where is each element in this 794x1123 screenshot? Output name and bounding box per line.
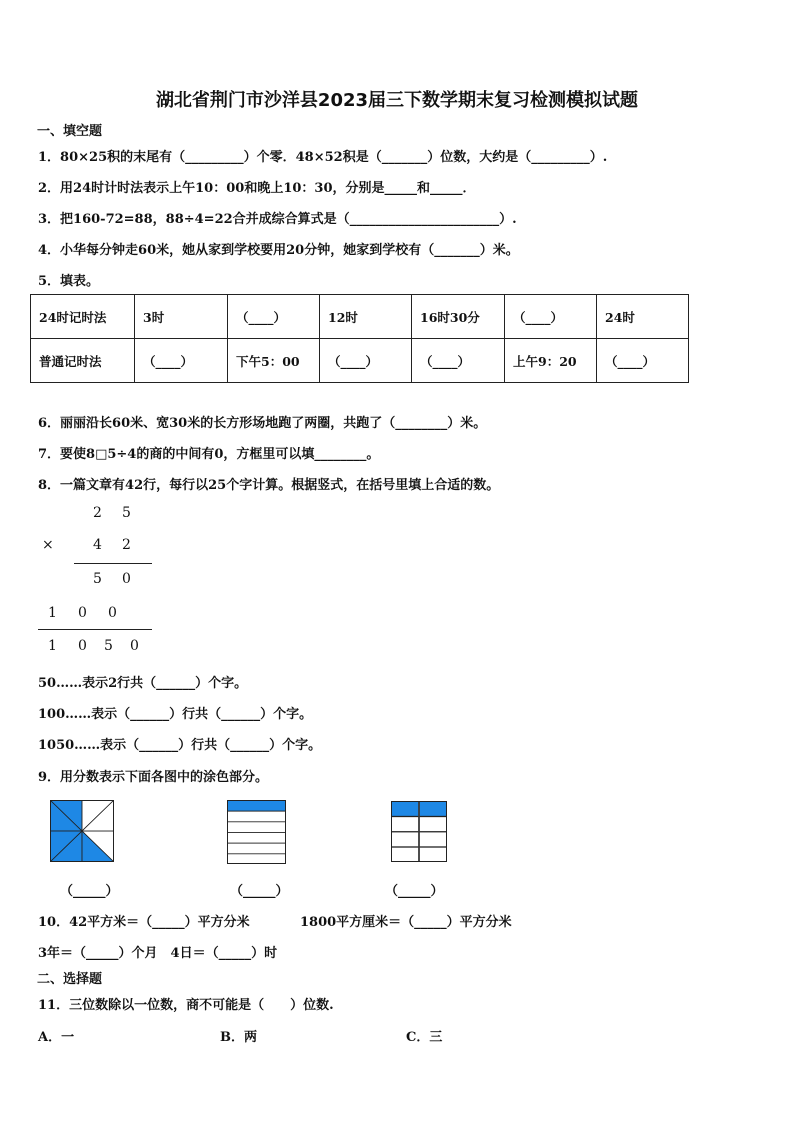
table-cell: 24时记时法	[31, 295, 135, 339]
table-cell: （____）	[135, 339, 228, 383]
blank-cell	[420, 832, 447, 847]
question-1: 1．80×25积的末尾有（_________）个零．48×52积是（_______）位数，大约是（_________）.	[38, 150, 608, 165]
table-cell: 下午5：00	[228, 339, 320, 383]
calc-digit: 5	[93, 571, 102, 587]
question-7: 7．要使8□5÷4的商的中间有0，方框里可以填________。	[38, 447, 380, 462]
blank-cell	[420, 847, 447, 862]
shaded-cell	[392, 802, 419, 817]
table-cell: （____）	[597, 339, 689, 383]
calc-digit: 0	[122, 571, 131, 587]
question-2: 2．用24时计时法表示上午10：00和晚上10：30，分别是_____和_____．	[38, 181, 476, 196]
figure-2-answer: （_____）	[230, 884, 289, 899]
question-11: 11．三位数除以一位数，商不可能是（ ）位数.	[38, 998, 334, 1013]
table-cell: （____）	[505, 295, 597, 339]
blank-strip	[228, 811, 286, 822]
table-cell: （____）	[228, 295, 320, 339]
option-a: A．一	[38, 1030, 75, 1045]
question-8a: 50……表示2行共（______）个字。	[38, 676, 248, 691]
figure-strips	[227, 800, 287, 864]
calc-digit: 5	[104, 638, 113, 654]
blank-cell	[392, 832, 419, 847]
blank-strip	[228, 843, 286, 854]
table-cell: 16时30分	[412, 295, 505, 339]
calc-line	[38, 629, 152, 630]
blank-cell	[392, 847, 419, 862]
question-10c: 3年＝（_____）个月 4日＝（_____）时	[38, 946, 278, 961]
question-6: 6．丽丽沿长60米、宽30米的长方形场地跑了两圈，共跑了（________）米。	[38, 416, 487, 431]
table-cell: 普通记时法	[31, 339, 135, 383]
question-10b: 1800平方厘米＝（_____）平方分米	[300, 915, 512, 930]
page-title: 湖北省荆门市沙洋县2023届三下数学期末复习检测模拟试题	[155, 90, 639, 111]
table-cell: 24时	[597, 295, 689, 339]
option-b: B．两	[220, 1030, 257, 1045]
calc-digit: 0	[78, 605, 87, 621]
calc-digit: 1	[48, 605, 57, 621]
question-5: 5．填表。	[38, 274, 100, 289]
table-cell: 3时	[135, 295, 228, 339]
question-8: 8．一篇文章有42行，每行以25个字计算。根据竖式，在括号里填上合适的数。	[38, 478, 500, 493]
calc-digit: 0	[108, 605, 117, 621]
calc-line	[74, 563, 152, 564]
table-cell: 上午9：20	[505, 339, 597, 383]
question-8c: 1050……表示（______）行共（______）个字。	[38, 738, 322, 753]
question-3: 3．把160-72=88，88÷4=22合并成综合算式是（_______________________）.	[38, 212, 517, 227]
blank-cell	[392, 817, 419, 832]
calc-digit: 4	[93, 537, 102, 553]
calc-digit: 2	[122, 537, 131, 553]
section-choice: 二、选择题	[37, 972, 103, 987]
times-sign: ×	[42, 537, 54, 553]
figure-square-triangles	[50, 800, 114, 862]
option-c: C．三	[406, 1030, 443, 1045]
shaded-strip	[228, 801, 286, 812]
question-9: 9．用分数表示下面各图中的涂色部分。	[38, 770, 269, 785]
calc-digit: 0	[78, 638, 87, 654]
section-fill-blank: 一、填空题	[37, 124, 103, 139]
calc-digit: 2	[93, 505, 102, 521]
calc-digit: 5	[122, 505, 131, 521]
blank-strip	[228, 822, 286, 833]
blank-strip	[228, 854, 286, 864]
calc-digit: 1	[48, 638, 57, 654]
blank-strip	[228, 833, 286, 844]
blank-cell	[420, 817, 447, 832]
figure-1-answer: （_____）	[60, 884, 119, 899]
question-4: 4．小华每分钟走60米，她从家到学校要用20分钟，她家到学校有（_______）米。	[38, 243, 519, 258]
question-8b: 100……表示（______）行共（______）个字。	[38, 707, 313, 722]
table-row	[31, 295, 689, 339]
figure-3-answer: （_____）	[385, 884, 444, 899]
calc-digit: 0	[130, 638, 139, 654]
shaded-cell	[420, 802, 447, 817]
table-row	[31, 339, 689, 383]
time-table	[30, 294, 689, 383]
table-cell: 12时	[320, 295, 412, 339]
table-cell: （____）	[320, 339, 412, 383]
table-cell: （____）	[412, 339, 505, 383]
figure-grid	[391, 801, 447, 862]
question-10a: 10．42平方米＝（_____）平方分米	[38, 915, 250, 930]
